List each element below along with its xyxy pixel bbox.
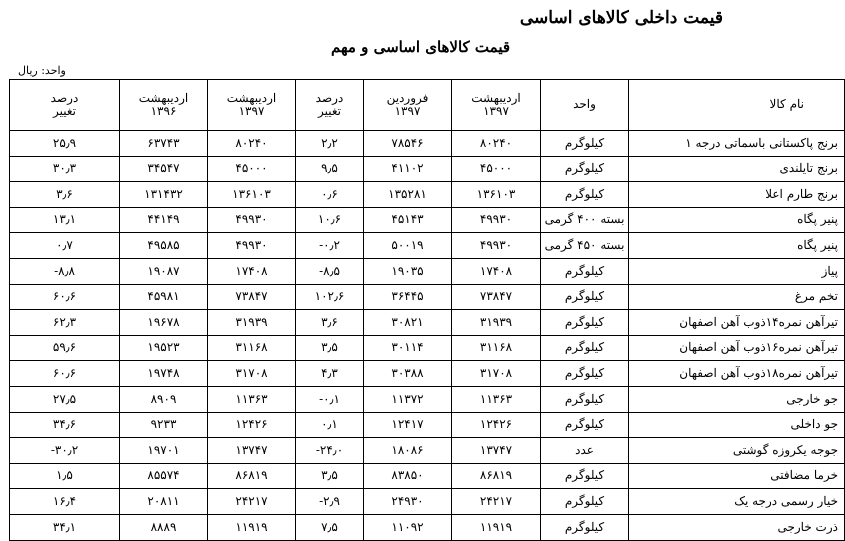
unit-cell: کیلوگرم bbox=[541, 463, 629, 489]
price-ordibehesht-1397-cell: ۱۲۴۲۶ bbox=[452, 412, 541, 438]
table-row bbox=[10, 310, 845, 336]
table-row bbox=[10, 284, 845, 310]
price-farvardin-1397-cell: ۱۲۴۱۷ bbox=[364, 412, 452, 438]
item-name-cell: برنج طارم اعلا bbox=[629, 182, 845, 208]
header-monthly-change bbox=[296, 80, 364, 131]
price-ordibehesht-1397-cell: ۳۱۷۰۸ bbox=[452, 361, 541, 387]
monthly-change-cell: ۰٫۱ bbox=[296, 412, 364, 438]
item-name-cell: جو خارجی bbox=[629, 386, 845, 412]
annual-change-cell: ۱۳٫۱ bbox=[10, 207, 120, 233]
price-ordibehesht-1397-cell: ۴۵۰۰۰ bbox=[208, 156, 296, 182]
price-ordibehesht-1397-cell: ۸۰۲۴۰ bbox=[208, 131, 296, 157]
price-ordibehesht-1397-cell: ۳۱۱۶۸ bbox=[452, 335, 541, 361]
table-row bbox=[10, 463, 845, 489]
price-ordibehesht-1397-cell: ۳۱۷۰۸ bbox=[208, 361, 296, 387]
price-ordibehesht-1397-cell: ۲۴۲۱۷ bbox=[452, 489, 541, 515]
monthly-change-cell: ۲۴٫۰- bbox=[296, 438, 364, 464]
item-name-cell: برنج تایلندی bbox=[629, 156, 845, 182]
monthly-change-cell: ۸٫۵- bbox=[296, 258, 364, 284]
item-name-cell: خیار رسمی درجه یک bbox=[629, 489, 845, 515]
unit-cell: کیلوگرم bbox=[541, 284, 629, 310]
header-year: ۱۳۹۶ bbox=[150, 104, 177, 118]
header-month: فروردین bbox=[386, 90, 429, 105]
price-farvardin-1397-cell: ۲۴۹۳۰ bbox=[364, 489, 452, 515]
annual-change-cell: ۶۲٫۳ bbox=[10, 310, 120, 336]
price-farvardin-1397-cell: ۸۳۸۵۰ bbox=[364, 463, 452, 489]
header-month: اردیبهشت bbox=[471, 90, 521, 105]
annual-change-cell: ۸٫۸- bbox=[10, 258, 120, 284]
monthly-change-cell: ۲٫۲ bbox=[296, 131, 364, 157]
price-ordibehesht-1397-cell: ۱۳۶۱۰۳ bbox=[452, 182, 541, 208]
unit-cell: بسته ۴۵۰ گرمی bbox=[541, 233, 629, 259]
price-ordibehesht-1397-cell: ۲۴۲۱۷ bbox=[208, 489, 296, 515]
item-name-cell: جو داخلی bbox=[629, 412, 845, 438]
price-ordibehesht-1397-cell: ۸۶۸۱۹ bbox=[208, 463, 296, 489]
price-ordibehesht-1397-cell: ۳۱۹۳۹ bbox=[208, 310, 296, 336]
price-ordibehesht-1397-cell: ۴۹۹۳۰ bbox=[452, 233, 541, 259]
item-name-cell: تخم مرغ bbox=[629, 284, 845, 310]
price-farvardin-1397-cell: ۱۸۰۸۶ bbox=[364, 438, 452, 464]
price-ordibehesht-1396-cell: ۸۸۸۹ bbox=[120, 514, 208, 540]
unit-note: واحد: ریال bbox=[18, 64, 66, 77]
price-farvardin-1397-cell: ۴۵۱۴۳ bbox=[364, 207, 452, 233]
unit-cell: عدد bbox=[541, 438, 629, 464]
header-month: اردیبهشت bbox=[226, 90, 277, 105]
annual-change-cell: ۶۰٫۶ bbox=[10, 361, 120, 387]
header-farvardin-1397 bbox=[364, 80, 452, 131]
annual-change-cell: ۵۹٫۶ bbox=[10, 335, 120, 361]
monthly-change-cell: ۰٫۱- bbox=[296, 386, 364, 412]
price-ordibehesht-1397-cell: ۱۱۳۶۳ bbox=[208, 386, 296, 412]
annual-change-cell: ۲۷٫۵ bbox=[10, 386, 120, 412]
table-row bbox=[10, 514, 845, 540]
annual-change-cell: ۱٫۵ bbox=[10, 463, 120, 489]
price-farvardin-1397-cell: ۳۶۴۴۵ bbox=[364, 284, 452, 310]
price-farvardin-1397-cell: ۵۰۰۱۹ bbox=[364, 233, 452, 259]
item-name-cell: تیرآهن نمره۱۴ذوب آهن اصفهان bbox=[629, 310, 845, 336]
header-percent: درصد bbox=[315, 90, 344, 105]
price-ordibehesht-1397-cell: ۱۱۳۶۳ bbox=[452, 386, 541, 412]
monthly-change-cell: ۹٫۵ bbox=[296, 156, 364, 182]
price-ordibehesht-1397-cell: ۴۹۹۳۰ bbox=[452, 207, 541, 233]
table-row bbox=[10, 386, 845, 412]
annual-change-cell: ۳٫۶ bbox=[10, 182, 120, 208]
annual-change-cell: ۳۴٫۶ bbox=[10, 412, 120, 438]
annual-change-cell: ۳۴٫۱ bbox=[10, 514, 120, 540]
table-row bbox=[10, 156, 845, 182]
monthly-change-cell: ۲٫۹- bbox=[296, 489, 364, 515]
item-name-cell: پیاز bbox=[629, 258, 845, 284]
annual-change-cell: ۶۰٫۶ bbox=[10, 284, 120, 310]
monthly-change-cell: ۷٫۵ bbox=[296, 514, 364, 540]
annual-change-cell: ۲۵٫۹ bbox=[10, 131, 120, 157]
price-ordibehesht-1396-cell: ۳۴۵۴۷ bbox=[120, 156, 208, 182]
unit-cell: کیلوگرم bbox=[541, 156, 629, 182]
header-unit: واحد bbox=[541, 80, 629, 131]
item-name-cell: پنیر پگاه bbox=[629, 207, 845, 233]
item-name-cell: پنیر پگاه bbox=[629, 233, 845, 259]
header-ordibehesht-1397 bbox=[452, 80, 541, 131]
price-ordibehesht-1397-cell: ۱۳۷۴۷ bbox=[452, 438, 541, 464]
price-ordibehesht-1396-cell: ۴۵۹۸۱ bbox=[120, 284, 208, 310]
unit-cell: کیلوگرم bbox=[541, 131, 629, 157]
monthly-change-cell: ۱۰٫۶ bbox=[296, 207, 364, 233]
table-row bbox=[10, 258, 845, 284]
price-ordibehesht-1397-cell: ۱۱۹۱۹ bbox=[208, 514, 296, 540]
price-farvardin-1397-cell: ۱۳۵۲۸۱ bbox=[364, 182, 452, 208]
table-row bbox=[10, 207, 845, 233]
price-ordibehesht-1397-cell: ۴۵۰۰۰ bbox=[452, 156, 541, 182]
price-ordibehesht-1397-cell: ۱۷۴۰۸ bbox=[452, 258, 541, 284]
price-farvardin-1397-cell: ۳۰۸۲۱ bbox=[364, 310, 452, 336]
item-name-cell: برنج پاکستانی باسماتی درجه ۱ bbox=[629, 131, 845, 157]
annual-change-cell: ۳۰٫۳ bbox=[10, 156, 120, 182]
price-ordibehesht-1396-cell: ۱۹۶۷۸ bbox=[120, 310, 208, 336]
price-ordibehesht-1396-cell: ۴۹۵۸۵ bbox=[120, 233, 208, 259]
price-ordibehesht-1396-cell: ۱۹۵۲۳ bbox=[120, 335, 208, 361]
item-name-cell: خرما مضافتی bbox=[629, 463, 845, 489]
monthly-change-cell: ۰٫۲- bbox=[296, 233, 364, 259]
table-row bbox=[10, 489, 845, 515]
unit-cell: کیلوگرم bbox=[541, 335, 629, 361]
price-ordibehesht-1396-cell: ۴۴۱۴۹ bbox=[120, 207, 208, 233]
unit-cell: کیلوگرم bbox=[541, 361, 629, 387]
unit-cell: کیلوگرم bbox=[541, 489, 629, 515]
price-table bbox=[9, 79, 845, 541]
price-farvardin-1397-cell: ۱۹۰۳۵ bbox=[364, 258, 452, 284]
item-name-cell: تیرآهن نمره۱۶ذوب آهن اصفهان bbox=[629, 335, 845, 361]
table-body bbox=[10, 131, 845, 541]
price-ordibehesht-1396-cell: ۲۰۸۱۱ bbox=[120, 489, 208, 515]
price-farvardin-1397-cell: ۷۸۵۴۶ bbox=[364, 131, 452, 157]
price-ordibehesht-1396-cell: ۱۹۷۴۸ bbox=[120, 361, 208, 387]
table-row bbox=[10, 233, 845, 259]
price-ordibehesht-1397-cell: ۱۲۴۲۶ bbox=[208, 412, 296, 438]
unit-cell: کیلوگرم bbox=[541, 386, 629, 412]
header-row bbox=[10, 80, 845, 131]
monthly-change-cell: ۱۰۲٫۶ bbox=[296, 284, 364, 310]
unit-cell: کیلوگرم bbox=[541, 514, 629, 540]
table-row bbox=[10, 438, 845, 464]
price-farvardin-1397-cell: ۱۱۰۹۲ bbox=[364, 514, 452, 540]
price-ordibehesht-1397-cell: ۷۳۸۴۷ bbox=[208, 284, 296, 310]
monthly-change-cell: ۳٫۶ bbox=[296, 310, 364, 336]
annual-change-cell: ۳۰٫۲- bbox=[10, 438, 120, 464]
unit-cell: کیلوگرم bbox=[541, 258, 629, 284]
price-ordibehesht-1397-cell: ۳۱۹۳۹ bbox=[452, 310, 541, 336]
price-ordibehesht-1397-cell: ۴۹۹۳۰ bbox=[208, 207, 296, 233]
annual-change-cell: ۱۶٫۴ bbox=[10, 489, 120, 515]
item-name-cell: جوجه یکروزه گوشتی bbox=[629, 438, 845, 464]
item-name-cell: تیرآهن نمره۱۸ذوب آهن اصفهان bbox=[629, 361, 845, 387]
price-ordibehesht-1396-cell: ۸۵۵۷۴ bbox=[120, 463, 208, 489]
table-row bbox=[10, 412, 845, 438]
table-row bbox=[10, 131, 845, 157]
price-ordibehesht-1397-cell: ۸۰۲۴۰ bbox=[452, 131, 541, 157]
header-annual-change bbox=[10, 80, 120, 131]
price-ordibehesht-1396-cell: ۶۳۷۴۳ bbox=[120, 131, 208, 157]
unit-cell: کیلوگرم bbox=[541, 412, 629, 438]
price-ordibehesht-1397-cell: ۱۱۹۱۹ bbox=[452, 514, 541, 540]
price-ordibehesht-1397-cell: ۴۹۹۳۰ bbox=[208, 233, 296, 259]
monthly-change-cell: ۳٫۵ bbox=[296, 463, 364, 489]
unit-cell: بسته ۴۰۰ گرمی bbox=[541, 207, 629, 233]
header-ordibehesht-1397-b bbox=[208, 80, 296, 131]
header-name: نام کالا bbox=[629, 80, 845, 131]
header-year: ۱۳۹۷ bbox=[483, 104, 509, 118]
monthly-change-cell: ۰٫۶ bbox=[296, 182, 364, 208]
price-ordibehesht-1396-cell: ۸۹۰۹ bbox=[120, 386, 208, 412]
unit-cell: کیلوگرم bbox=[541, 310, 629, 336]
monthly-change-cell: ۴٫۳ bbox=[296, 361, 364, 387]
price-ordibehesht-1396-cell: ۱۳۱۴۳۲ bbox=[120, 182, 208, 208]
price-ordibehesht-1397-cell: ۸۶۸۱۹ bbox=[452, 463, 541, 489]
unit-cell: کیلوگرم bbox=[541, 182, 629, 208]
price-farvardin-1397-cell: ۱۱۳۷۲ bbox=[364, 386, 452, 412]
price-farvardin-1397-cell: ۳۰۳۸۸ bbox=[364, 361, 452, 387]
page-title: قیمت داخلی کالاهای اساسی bbox=[519, 8, 723, 28]
header-change: تغییر bbox=[53, 104, 76, 118]
monthly-change-cell: ۳٫۵ bbox=[296, 335, 364, 361]
price-ordibehesht-1396-cell: ۱۹۰۸۷ bbox=[120, 258, 208, 284]
table-row bbox=[10, 361, 845, 387]
price-ordibehesht-1397-cell: ۳۱۱۶۸ bbox=[208, 335, 296, 361]
table-row bbox=[10, 182, 845, 208]
annual-change-cell: ۰٫۷ bbox=[10, 233, 120, 259]
header-change: تغییر bbox=[318, 104, 341, 118]
price-ordibehesht-1396-cell: ۱۹۷۰۱ bbox=[120, 438, 208, 464]
header-percent: درصد bbox=[50, 90, 79, 105]
header-year: ۱۳۹۷ bbox=[394, 104, 421, 118]
price-farvardin-1397-cell: ۴۱۱۰۲ bbox=[364, 156, 452, 182]
price-ordibehesht-1396-cell: ۹۲۳۳ bbox=[120, 412, 208, 438]
price-ordibehesht-1397-cell: ۱۷۴۰۸ bbox=[208, 258, 296, 284]
price-ordibehesht-1397-cell: ۱۳۷۴۷ bbox=[208, 438, 296, 464]
price-ordibehesht-1397-cell: ۷۳۸۴۷ bbox=[452, 284, 541, 310]
header-month: اردیبهشت bbox=[138, 90, 189, 105]
table-subtitle: قیمت کالاهای اساسی و مهم bbox=[330, 38, 511, 56]
price-ordibehesht-1397-cell: ۱۳۶۱۰۳ bbox=[208, 182, 296, 208]
price-farvardin-1397-cell: ۳۰۱۱۴ bbox=[364, 335, 452, 361]
header-year: ۱۳۹۷ bbox=[238, 104, 265, 118]
item-name-cell: ذرت خارجی bbox=[629, 514, 845, 540]
table-row bbox=[10, 335, 845, 361]
header-ordibehesht-1396 bbox=[120, 80, 208, 131]
